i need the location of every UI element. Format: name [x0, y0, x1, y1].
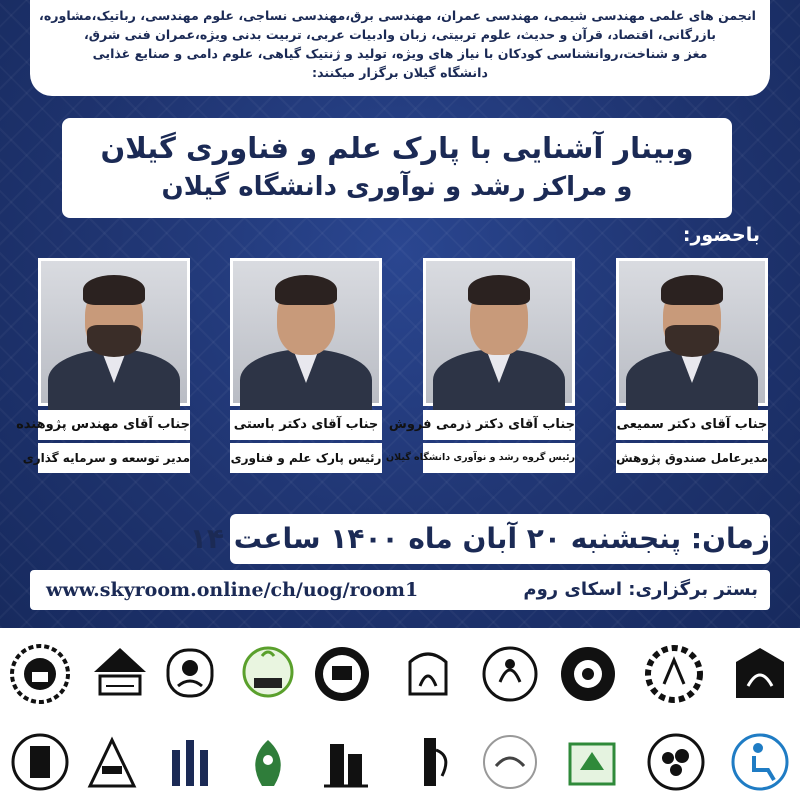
speaker-role: مدیرعامل صندوق پژوهش: [616, 443, 768, 473]
webinar-title: [62, 118, 732, 218]
association-logo-3: [158, 642, 222, 706]
event-time: زمان: پنجشنبه ۲۰ آبان ماه ۱۴۰۰ ساعت ۱۴: [230, 514, 770, 564]
organizers-line-2: بازرگانی، اقتصاد، قرآن و حدیث، علوم تربیتی، زبان وادبیات عربی، تربیت بدنی ویژه،عمران فنی شرق،: [83, 27, 717, 42]
speaker-role: رئیس پارک علم و فناوری: [230, 443, 382, 473]
association-logo-2: [88, 642, 152, 706]
speaker-card-2: [386, 258, 575, 478]
association-logo-14: [236, 730, 300, 794]
speaker-name: جناب آقای دکتر ذرمی فروش: [423, 410, 575, 440]
speaker-photo: [423, 258, 575, 406]
association-logo-7: [478, 642, 542, 706]
speaker-photo: [230, 258, 382, 406]
organizers-box: [30, 0, 770, 96]
association-logo-10: [728, 642, 792, 706]
title-line-2: و مراکز رشد و نوآوری دانشگاه گیلان: [161, 172, 633, 202]
association-logo-11: [8, 730, 72, 794]
speaker-card-1: [616, 258, 768, 478]
speaker-name: جناب آقای دکتر سمیعی: [616, 410, 768, 440]
organizers-line-3: مغز و شناخت،روانشناسی کودکان با نیاز های ویژه، تولید و ژنتیک گیاهی، علوم دامی و صنایع غذایی: [92, 46, 708, 61]
organizers-line-1: انجمن های علمی مهندسی شیمی، مهندسی عمران، مهندسی برق،مهندسی نساجی، علوم مهندسی، رباتیک،مشاوره،: [39, 8, 756, 23]
association-logo-20: [728, 730, 792, 794]
speaker-role: رئیس گروه رشد و نوآوری دانشگاه گیلان: [423, 443, 575, 473]
association-logo-12: [80, 730, 144, 794]
association-logo-19: [644, 730, 708, 794]
association-logo-5: [310, 642, 374, 706]
association-logo-17: [478, 730, 542, 794]
association-logo-16: [400, 730, 464, 794]
association-logo-9: [642, 642, 706, 706]
venue-box: [30, 570, 770, 610]
association-logo-8: [556, 642, 620, 706]
association-logo-4: [236, 642, 300, 706]
speaker-name: جناب آقای دکتر باستی: [230, 410, 382, 440]
speaker-card-3: [230, 258, 382, 478]
logos-strip: [0, 628, 800, 800]
speakers-row: [16, 258, 768, 478]
presence-label: باحضور:: [682, 224, 760, 246]
association-logo-1: [8, 642, 72, 706]
speaker-name: جناب آقای مهندس پژوهنده: [38, 410, 190, 440]
association-logo-18: [560, 730, 624, 794]
organizers-line-4: دانشگاه گیلان برگزار میکنند:: [312, 65, 488, 80]
platform-label: بستر برگزاری: اسکای روم: [523, 579, 758, 600]
room-link[interactable]: www.skyroom.online/ch/uog/room1: [46, 579, 419, 601]
speaker-role: مدیر توسعه و سرمایه گذاری: [38, 443, 190, 473]
speaker-photo: [38, 258, 190, 406]
association-logo-6: [396, 642, 460, 706]
title-line-1: وبینار آشنایی با پارک علم و فناوری گیلان: [100, 131, 694, 165]
speaker-card-4: [16, 258, 190, 478]
speaker-photo: [616, 258, 768, 406]
association-logo-15: [314, 730, 378, 794]
association-logo-13: [158, 730, 222, 794]
